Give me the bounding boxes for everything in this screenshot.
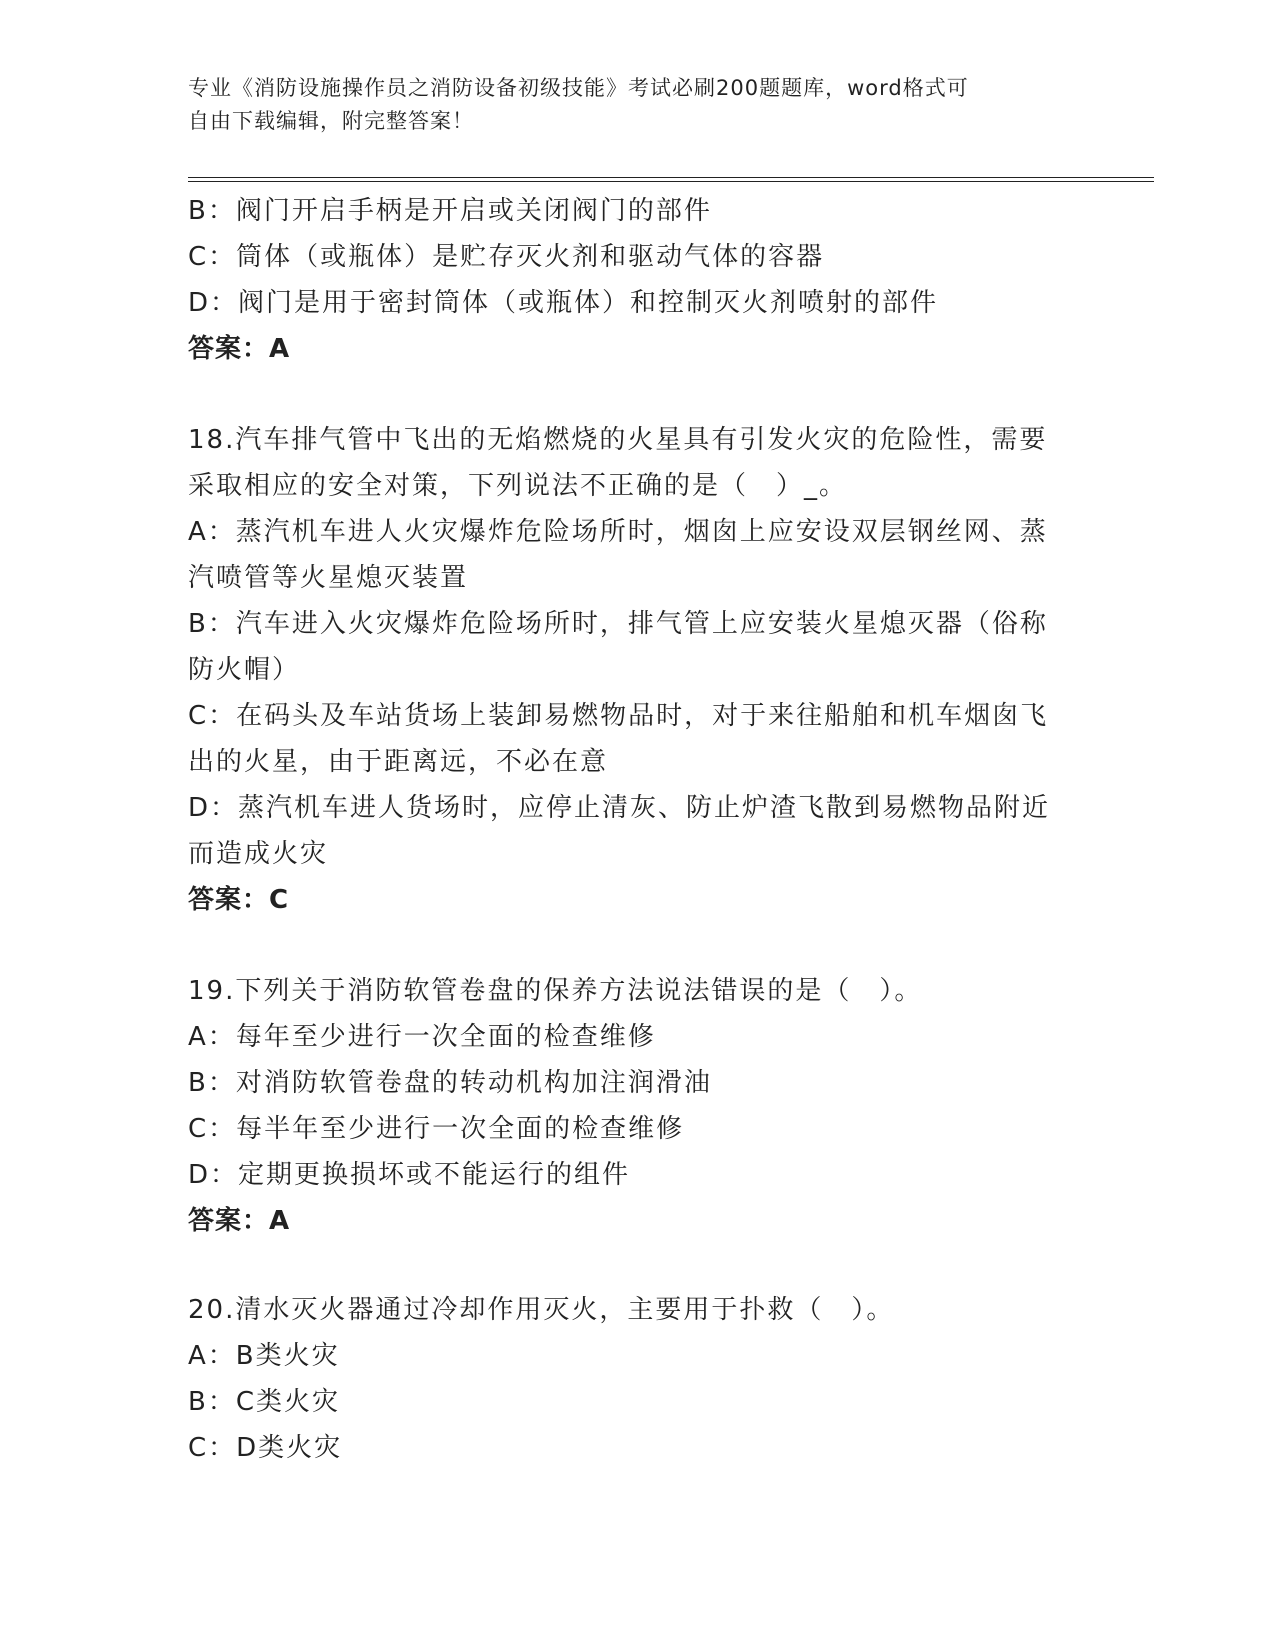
question-19 <box>188 968 1088 1244</box>
question-list <box>188 188 1088 1471</box>
document-header <box>188 72 1088 138</box>
question-stem: 18.汽车排气管中飞出的无焰燃烧的火星具有引发火灾的危险性，需要 <box>188 425 1048 455</box>
option-b: B：汽车进入火灾爆炸危险场所时，排气管上应安装火星熄灭器（俗称 <box>188 609 1048 639</box>
option-d: D：阀门是用于密封筒体（或瓶体）和控制灭火剂喷射的部件 <box>188 288 939 318</box>
option-c: C：每半年至少进行一次全面的检查维修 <box>188 1114 685 1144</box>
answer: 答案：A <box>188 1206 291 1236</box>
option-b: B：阀门开启手柄是开启或关闭阀门的部件 <box>188 196 712 226</box>
option-a: A：每年至少进行一次全面的检查维修 <box>188 1022 656 1052</box>
answer: 答案：A <box>188 334 291 364</box>
option-a: A：蒸汽机车进人火灾爆炸危险场所时，烟囱上应安设双层钢丝网、蒸 <box>188 517 1048 547</box>
option-d: D：蒸汽机车进人货场时，应停止清灰、防止炉渣飞散到易燃物品附近 <box>188 793 1051 823</box>
option-c: C：D类火灾 <box>188 1433 343 1463</box>
question-stem: 19.下列关于消防软管卷盘的保养方法说法错误的是（ ）。 <box>188 976 923 1006</box>
question-stem-cont: 采取相应的安全对策，下列说法不正确的是（ ）_。 <box>188 471 848 501</box>
option-d: D：定期更换损坏或不能运行的组件 <box>188 1160 631 1190</box>
option-b: B：C类火灾 <box>188 1387 340 1417</box>
option-d-cont: 而造成火灾 <box>188 839 329 869</box>
answer: 答案：C <box>188 885 290 915</box>
option-c-cont: 出的火星，由于距离远，不必在意 <box>188 747 609 777</box>
header-line-1: 专业《消防设施操作员之消防设备初级技能》考试必刷200题题库，word格式可 <box>188 76 969 100</box>
option-c: C：筒体（或瓶体）是贮存灭火剂和驱动气体的容器 <box>188 242 825 272</box>
question-stem: 20.清水灭火器通过冷却作用灭火，主要用于扑救（ ）。 <box>188 1295 895 1325</box>
option-b-cont: 防火帽） <box>188 655 301 685</box>
header-line-2: 自由下载编辑，附完整答案！ <box>188 109 474 133</box>
header-rule-thin <box>188 181 1154 182</box>
option-c: C：在码头及车站货场上装卸易燃物品时，对于来往船舶和机车烟囱飞 <box>188 701 1049 731</box>
question-18 <box>188 417 1088 923</box>
header-rule-thick <box>188 177 1154 178</box>
option-b: B：对消防软管卷盘的转动机构加注润滑油 <box>188 1068 712 1098</box>
option-a: A：B类火灾 <box>188 1341 340 1371</box>
option-a-cont: 汽喷管等火星熄灭装置 <box>188 563 469 593</box>
question-20 <box>188 1287 1088 1471</box>
question-17-tail <box>188 188 1088 372</box>
